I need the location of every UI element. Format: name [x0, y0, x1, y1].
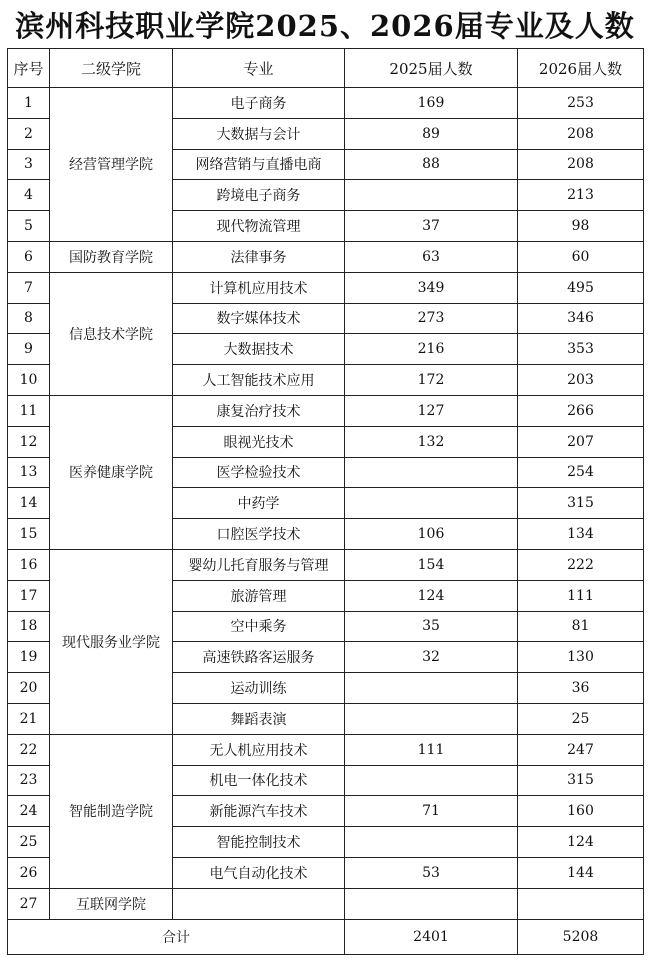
seq-cell: 12 — [8, 426, 50, 457]
count-2025-cell — [345, 180, 518, 211]
count-2026-cell: 495 — [518, 272, 644, 303]
table-row — [8, 549, 644, 580]
seq-cell: 16 — [8, 549, 50, 580]
count-2026-cell: 60 — [518, 241, 644, 272]
page-title: 滨州科技职业学院2025、2026届专业及人数 — [15, 9, 635, 43]
count-2026-cell: 353 — [518, 334, 644, 365]
major-cell: 机电一体化技术 — [173, 765, 345, 796]
count-2026-cell: 160 — [518, 796, 644, 827]
count-2025-cell: 169 — [345, 88, 518, 119]
major-cell: 旅游管理 — [173, 580, 345, 611]
table-row — [8, 272, 644, 303]
count-2025-cell — [345, 703, 518, 734]
count-2025-cell: 127 — [345, 395, 518, 426]
seq-cell: 22 — [8, 734, 50, 765]
table-row — [8, 241, 644, 272]
seq-cell: 8 — [8, 303, 50, 334]
count-2026-cell: 315 — [518, 488, 644, 519]
college-cell: 智能制造学院 — [50, 734, 173, 888]
college-cell: 医养健康学院 — [50, 395, 173, 549]
major-cell: 现代物流管理 — [173, 211, 345, 242]
count-2025-cell — [345, 488, 518, 519]
count-2025-cell — [345, 888, 518, 919]
seq-cell: 19 — [8, 642, 50, 673]
seq-cell: 5 — [8, 211, 50, 242]
count-2025-cell: 35 — [345, 611, 518, 642]
count-2026-cell: 25 — [518, 703, 644, 734]
table-row — [8, 88, 644, 119]
count-2026-cell: 346 — [518, 303, 644, 334]
count-2025-cell: 349 — [345, 272, 518, 303]
count-2026-cell: 134 — [518, 519, 644, 550]
major-cell: 网络营销与直播电商 — [173, 149, 345, 180]
count-2026-cell: 130 — [518, 642, 644, 673]
seq-cell: 6 — [8, 241, 50, 272]
seq-cell: 15 — [8, 519, 50, 550]
count-2026-cell — [518, 888, 644, 919]
header-major: 专业 — [173, 49, 345, 88]
count-2026-cell: 208 — [518, 118, 644, 149]
count-2026-cell: 203 — [518, 365, 644, 396]
table-row — [8, 395, 644, 426]
seq-cell: 18 — [8, 611, 50, 642]
count-2025-cell — [345, 673, 518, 704]
major-cell: 数字媒体技术 — [173, 303, 345, 334]
major-cell: 眼视光技术 — [173, 426, 345, 457]
count-2025-cell: 124 — [345, 580, 518, 611]
count-2026-cell: 207 — [518, 426, 644, 457]
count-2026-cell: 36 — [518, 673, 644, 704]
count-2026-cell: 81 — [518, 611, 644, 642]
total-2026: 5208 — [518, 919, 644, 954]
table-row — [8, 734, 644, 765]
major-cell: 舞蹈表演 — [173, 703, 345, 734]
seq-cell: 4 — [8, 180, 50, 211]
major-cell: 计算机应用技术 — [173, 272, 345, 303]
seq-cell: 2 — [8, 118, 50, 149]
seq-cell: 10 — [8, 365, 50, 396]
seq-cell: 27 — [8, 888, 50, 919]
major-cell: 新能源汽车技术 — [173, 796, 345, 827]
count-2025-cell: 132 — [345, 426, 518, 457]
seq-cell: 9 — [8, 334, 50, 365]
seq-cell: 17 — [8, 580, 50, 611]
header-seq: 序号 — [8, 49, 50, 88]
major-cell: 法律事务 — [173, 241, 345, 272]
count-2026-cell: 315 — [518, 765, 644, 796]
count-2025-cell: 273 — [345, 303, 518, 334]
count-2025-cell: 172 — [345, 365, 518, 396]
seq-cell: 26 — [8, 857, 50, 888]
total-row — [8, 919, 644, 954]
seq-cell: 14 — [8, 488, 50, 519]
header-2026: 2026届人数 — [518, 49, 644, 88]
count-2025-cell: 88 — [345, 149, 518, 180]
seq-cell: 25 — [8, 827, 50, 858]
major-cell: 高速铁路客运服务 — [173, 642, 345, 673]
major-cell: 大数据技术 — [173, 334, 345, 365]
count-2025-cell: 216 — [345, 334, 518, 365]
count-2026-cell: 247 — [518, 734, 644, 765]
total-2025: 2401 — [345, 919, 518, 954]
count-2026-cell: 254 — [518, 457, 644, 488]
major-cell: 人工智能技术应用 — [173, 365, 345, 396]
count-2026-cell: 124 — [518, 827, 644, 858]
count-2025-cell: 111 — [345, 734, 518, 765]
header-2025: 2025届人数 — [345, 49, 518, 88]
major-cell: 康复治疗技术 — [173, 395, 345, 426]
count-2025-cell: 37 — [345, 211, 518, 242]
count-2025-cell: 53 — [345, 857, 518, 888]
count-2026-cell: 266 — [518, 395, 644, 426]
seq-cell: 13 — [8, 457, 50, 488]
seq-cell: 7 — [8, 272, 50, 303]
majors-table — [7, 48, 644, 955]
seq-cell: 20 — [8, 673, 50, 704]
header-row — [8, 49, 644, 88]
count-2025-cell — [345, 457, 518, 488]
count-2025-cell: 89 — [345, 118, 518, 149]
count-2025-cell: 63 — [345, 241, 518, 272]
seq-cell: 21 — [8, 703, 50, 734]
major-cell — [173, 888, 345, 919]
college-cell: 互联网学院 — [50, 888, 173, 919]
seq-cell: 1 — [8, 88, 50, 119]
count-2025-cell: 32 — [345, 642, 518, 673]
count-2026-cell: 253 — [518, 88, 644, 119]
college-cell: 现代服务业学院 — [50, 549, 173, 734]
count-2025-cell: 106 — [345, 519, 518, 550]
table-row — [8, 888, 644, 919]
count-2026-cell: 222 — [518, 549, 644, 580]
college-cell: 信息技术学院 — [50, 272, 173, 395]
count-2025-cell — [345, 765, 518, 796]
major-cell: 婴幼儿托育服务与管理 — [173, 549, 345, 580]
major-cell: 大数据与会计 — [173, 118, 345, 149]
count-2025-cell — [345, 827, 518, 858]
seq-cell: 23 — [8, 765, 50, 796]
seq-cell: 3 — [8, 149, 50, 180]
count-2026-cell: 208 — [518, 149, 644, 180]
count-2026-cell: 98 — [518, 211, 644, 242]
major-cell: 医学检验技术 — [173, 457, 345, 488]
count-2026-cell: 111 — [518, 580, 644, 611]
major-cell: 电子商务 — [173, 88, 345, 119]
count-2025-cell: 71 — [345, 796, 518, 827]
college-cell: 经营管理学院 — [50, 88, 173, 242]
college-cell: 国防教育学院 — [50, 241, 173, 272]
count-2026-cell: 144 — [518, 857, 644, 888]
major-cell: 跨境电子商务 — [173, 180, 345, 211]
major-cell: 口腔医学技术 — [173, 519, 345, 550]
seq-cell: 24 — [8, 796, 50, 827]
major-cell: 空中乘务 — [173, 611, 345, 642]
table-body — [8, 88, 644, 920]
seq-cell: 11 — [8, 395, 50, 426]
total-label: 合计 — [8, 919, 345, 954]
major-cell: 无人机应用技术 — [173, 734, 345, 765]
major-cell: 运动训练 — [173, 673, 345, 704]
major-cell: 电气自动化技术 — [173, 857, 345, 888]
count-2025-cell: 154 — [345, 549, 518, 580]
header-college: 二级学院 — [50, 49, 173, 88]
major-cell: 中药学 — [173, 488, 345, 519]
major-cell: 智能控制技术 — [173, 827, 345, 858]
count-2026-cell: 213 — [518, 180, 644, 211]
